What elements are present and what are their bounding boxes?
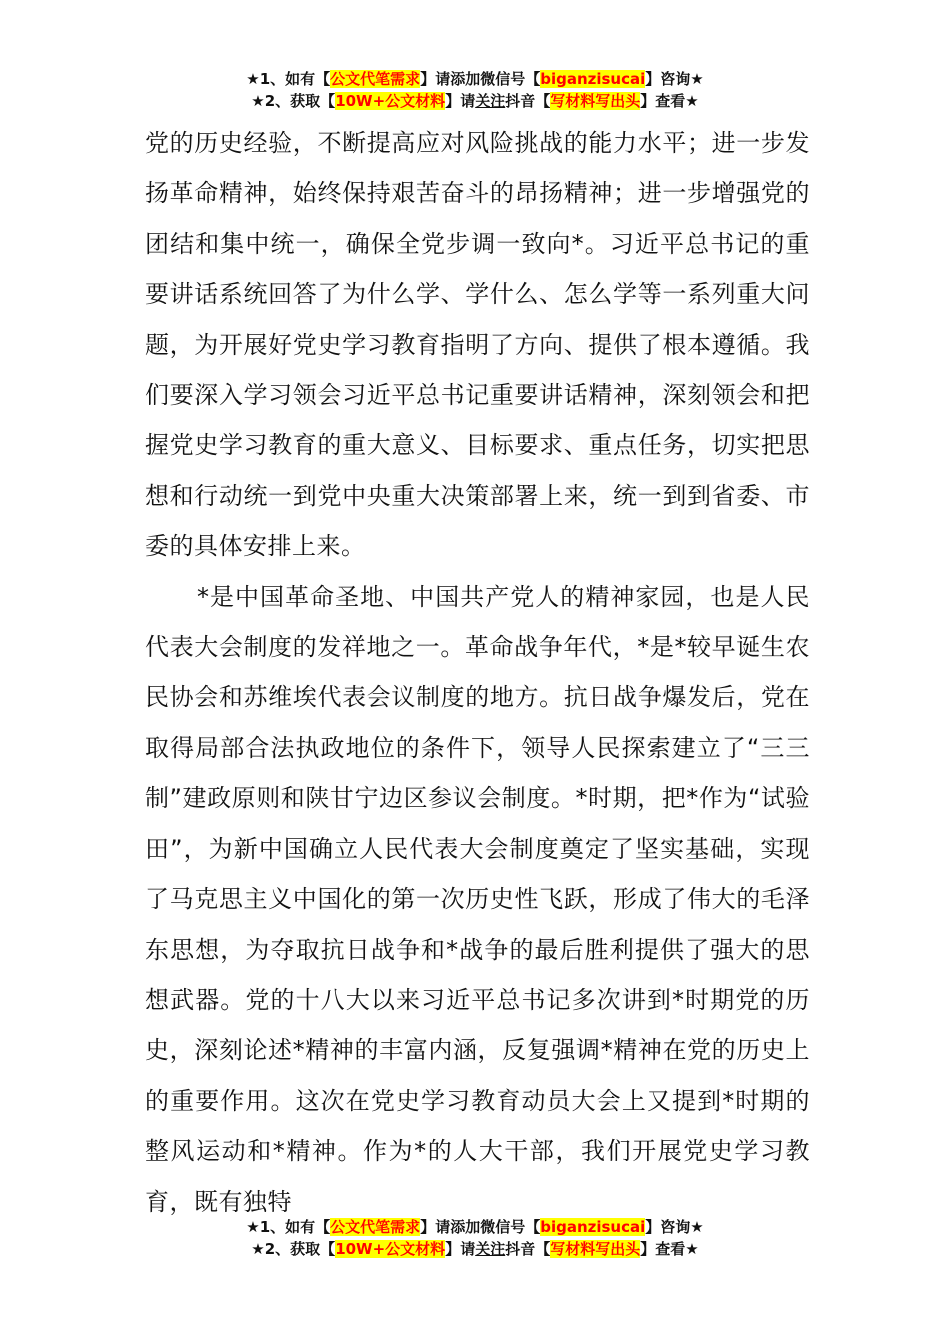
banner-text: 】查看★ — [640, 92, 699, 110]
banner-line-2 — [0, 90, 950, 112]
banner-text: 】请 — [445, 92, 476, 110]
paragraph-2: *是中国革命圣地、中国共产党人的精神家园，也是人民代表大会制度的发祥地之一。革命战争年代，*是*较早诞生农民协会和苏维埃代表会议制度的地方。抗日战争爆发后，党在取得局部合法执政地位的条件下，领导人民探索建立了“三三制”建政原则和陕甘宁边区参议会制度。*时期，把*作为“试验田”，为新中国确立人民代表大会制度奠定了坚实基础，实现了马克思主义中国化的第一次历史性飞跃，形成了伟大的毛泽东思想，为夺取抗日战争和*战争的最后胜利提供了强大的思想武器。党的十八大以来习近平总书记多次讲到*时期党的历史，深刻论述*精神的丰富内涵，反复强调*精神在党的历史上的重要作用。这次在党史学习教育动员大会上又提到*时期的整风运动和*精神。作为*的人大干部，我们开展党史学习教育，既有独特 — [145, 582, 810, 1216]
banner-line-1 — [0, 68, 950, 90]
highlight-douyin: 写材料写出头 — [550, 92, 641, 110]
banner-text: ★1、如有【 — [246, 70, 331, 88]
banner-line-1 — [0, 1216, 950, 1238]
banner-text: ★2、获取【 — [251, 1240, 336, 1258]
banner-text: ★1、如有【 — [246, 1218, 331, 1236]
underlined-text: 关注 — [475, 1240, 506, 1258]
banner-text: 】请添加微信号【 — [420, 70, 541, 88]
banner-line-2 — [0, 1238, 950, 1260]
banner-text: 抖音【 — [505, 1240, 551, 1258]
banner-text: 】咨询★ — [645, 1218, 704, 1236]
banner-text: 】查看★ — [640, 1240, 699, 1258]
banner-text: 】请添加微信号【 — [420, 1218, 541, 1236]
highlight-materials: 10W+公文材料 — [335, 92, 446, 110]
highlight-douyin: 写材料写出头 — [550, 1240, 641, 1258]
highlight-service: 公文代笔需求 — [330, 1218, 421, 1236]
document-body — [145, 118, 810, 1227]
banner-text: 】请 — [445, 1240, 476, 1258]
highlight-wechat-id: biganzisucai — [540, 70, 646, 88]
footer-banner — [0, 1216, 950, 1260]
highlight-wechat-id: biganzisucai — [540, 1218, 646, 1236]
underlined-text: 关注 — [475, 92, 506, 110]
header-banner — [0, 68, 950, 112]
banner-text: 抖音【 — [505, 92, 551, 110]
highlight-materials: 10W+公文材料 — [335, 1240, 446, 1258]
banner-text: 】咨询★ — [645, 70, 704, 88]
banner-text: ★2、获取【 — [251, 92, 336, 110]
paragraph-1: 党的历史经验，不断提高应对风险挑战的能力水平；进一步发扬革命精神，始终保持艰苦奋斗的昂扬精神；进一步增强党的团结和集中统一，确保全党步调一致向*。习近平总书记的重要讲话系统回答了为什么学、学什么、怎么学等一系列重大问题，为开展好党史学习教育指明了方向、提供了根本遵循。我们要深入学习领会习近平总书记重要讲话精神，深刻领会和把握党史学习教育的重大意义、目标要求、重点任务，切实把思想和行动统一到党中央重大决策部署上来，统一到到省委、市委的具体安排上来。 — [145, 129, 810, 561]
highlight-service: 公文代笔需求 — [330, 70, 421, 88]
